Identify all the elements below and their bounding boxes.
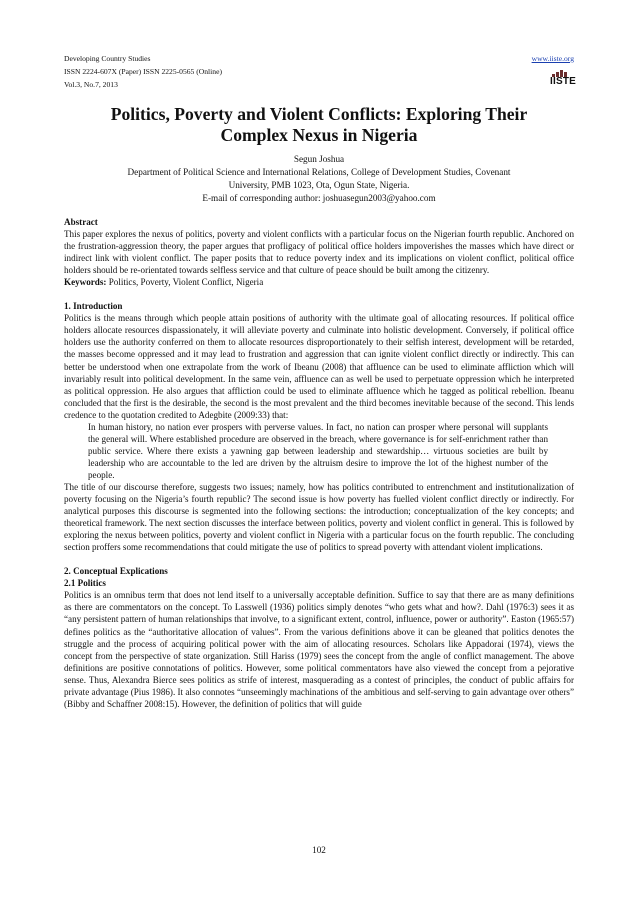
keywords-label: Keywords: [64,277,107,288]
keywords-text: Politics, Poverty, Violent Conflict, Nigeria [106,277,264,288]
affiliation-line-1: Department of Political Science and International Relations, College of Development Studies, Covenant [127,167,511,177]
title-line-2: Complex Nexus in Nigeria [220,125,418,145]
intro-paragraph-2: The title of our discourse therefore, suggests two issues; namely, how has politics contributed to entrenchment and institutionalization of poverty focusing on the Nigeria’s fourth republic? The second issue is how poverty has fuelled violent conflict directly or indirectly. For analytical purposes this discourse is segmented into the following sections: the introduction; conceptualization of the key concepts; and theoretical framework. The next section discusses the interface between politics, poverty and violent conflict in general. This is followed by exploring the nexus between politics, poverty and violent conflict in Nigeria with a particular focus on the fourth republic. The concluding section proffers some recommendations that could mitigate the use of politics to spread poverty with attendant violent implications. [64,481,574,553]
intro-paragraph-1: Politics is the means through which people attain positions of authority with the ultimate goal of allocating resources. If political office holders allocate resources dispassionately, it will alleviate poverty and culminate into holistic development. Conversely, if political office holders use the authority conferred on them to allocate resources disproportionately to their selfish interest, development will be retarded, the masses become oppressed and it may lead to frustration and aggression that can ignite violent conflict directly or indirectly. This can better be understood when one extrapolate from the work of Ibeanu (2008) that affluence can be used to eliminate affliction which will invariably result into political development. In the same vein, affluence can as well be used to perpetuate oppression which he interpreted as political oppression. He also argues that affliction could be used to eliminate affluence which he tagged as political rebellion. Ibeanu concluded that the first is the desirable, the second is the most prevalent and the third becomes inevitable because of the second. This lends credence to the quotation credited to Adegbite (2009:33) that: [64,313,574,420]
iiste-logo [550,70,577,88]
journal-url-link[interactable]: www.iiste.org [531,54,574,63]
title-line-1: Politics, Poverty and Violent Conflicts: Exploring Their [110,104,528,124]
running-header [64,52,577,91]
journal-name: Developing Country Studies [64,54,151,63]
conceptual-heading: 2. Conceptual Explications [64,566,168,577]
abstract-heading: Abstract [64,217,98,227]
author-block [64,153,574,205]
paper-title [64,104,574,146]
keywords-line [64,276,574,288]
introduction-heading: 1. Introduction [64,301,123,312]
abstract-text: This paper explores the nexus of politics, poverty and violent conflicts with a particular focus on the Nigerian fourth republic. Anchored on the frustration-aggression theory, the paper argues that profligacy of political office holders impoverishes the masses which have direct or indirect link with violent conflict. The paper posits that to reduce poverty index and its implications on violent conflict, political office holders should be re-orientated towards selfless service and that culture of peace should be built among the citizenry. [64,229,574,276]
page-number: 102 [312,845,326,855]
issn-line: ISSN 2224-607X (Paper) ISSN 2225-0565 (Online) [64,67,222,76]
politics-paragraph: Politics is an omnibus term that does not lend itself to a universally acceptable definition. Suffice to say that there are as many definitions as there are commentators on the concept. To Lasswell (1936) politics simply denotes “who gets what and how?. Dahl (1976:3) sees it as “any persistent pattern of human relationships that involve, to a significant extent, control, influence, power or authority”. Easton (1965:57) defines politics as the “authoritative allocation of values”. From the various definitions above it can be gleaned that politics denotes the struggle and the process of acquiring political power with the aim of allocating resources. Scholars like Appadorai (1974), views the concept from the perspective of state organization. Still Hariss (1979) sees the concept from the angle of conflict management. The above definitions are positive connotations of politics. However, some political commentators have also viewed the concept from a pejorative sense. Thus, Alexandra Bierce sees politics as strife of interest, masquerading as a contest of principles, the conduct of public affairs for private advantage (Pius 1986). It also connotes “unseemingly machinations of the ambitious and self-serving to gain advantage over others” (Bibby and Schaffner 2008:15). However, the definition of politics that will guide [64,590,574,709]
author-name: Segun Joshua [293,154,345,164]
volume-line: Vol.3, No.7, 2013 [64,80,118,89]
email-line: E-mail of corresponding author: joshuasegun2003@yahoo.com [202,193,436,203]
block-quote: In human history, no nation ever prospers with perverse values. In fact, no nation can prosper where personal will supplants the general will. Where established procedure are observed in the breach, where governance is for self-enrichment rather than public service. Where there exists a yawning gap between leadership and stewardship… virtuous societies are built by leadership who are accountable to the led are driven by the altruism desire to improve the lot of the highest number of the people. [88,421,548,480]
paper-body [64,216,574,710]
logo-text: IISTE [550,76,577,87]
affiliation-line-2: University, PMB 1023, Ota, Ogun State, Nigeria. [228,180,410,190]
politics-subheading: 2.1 Politics [64,578,106,589]
